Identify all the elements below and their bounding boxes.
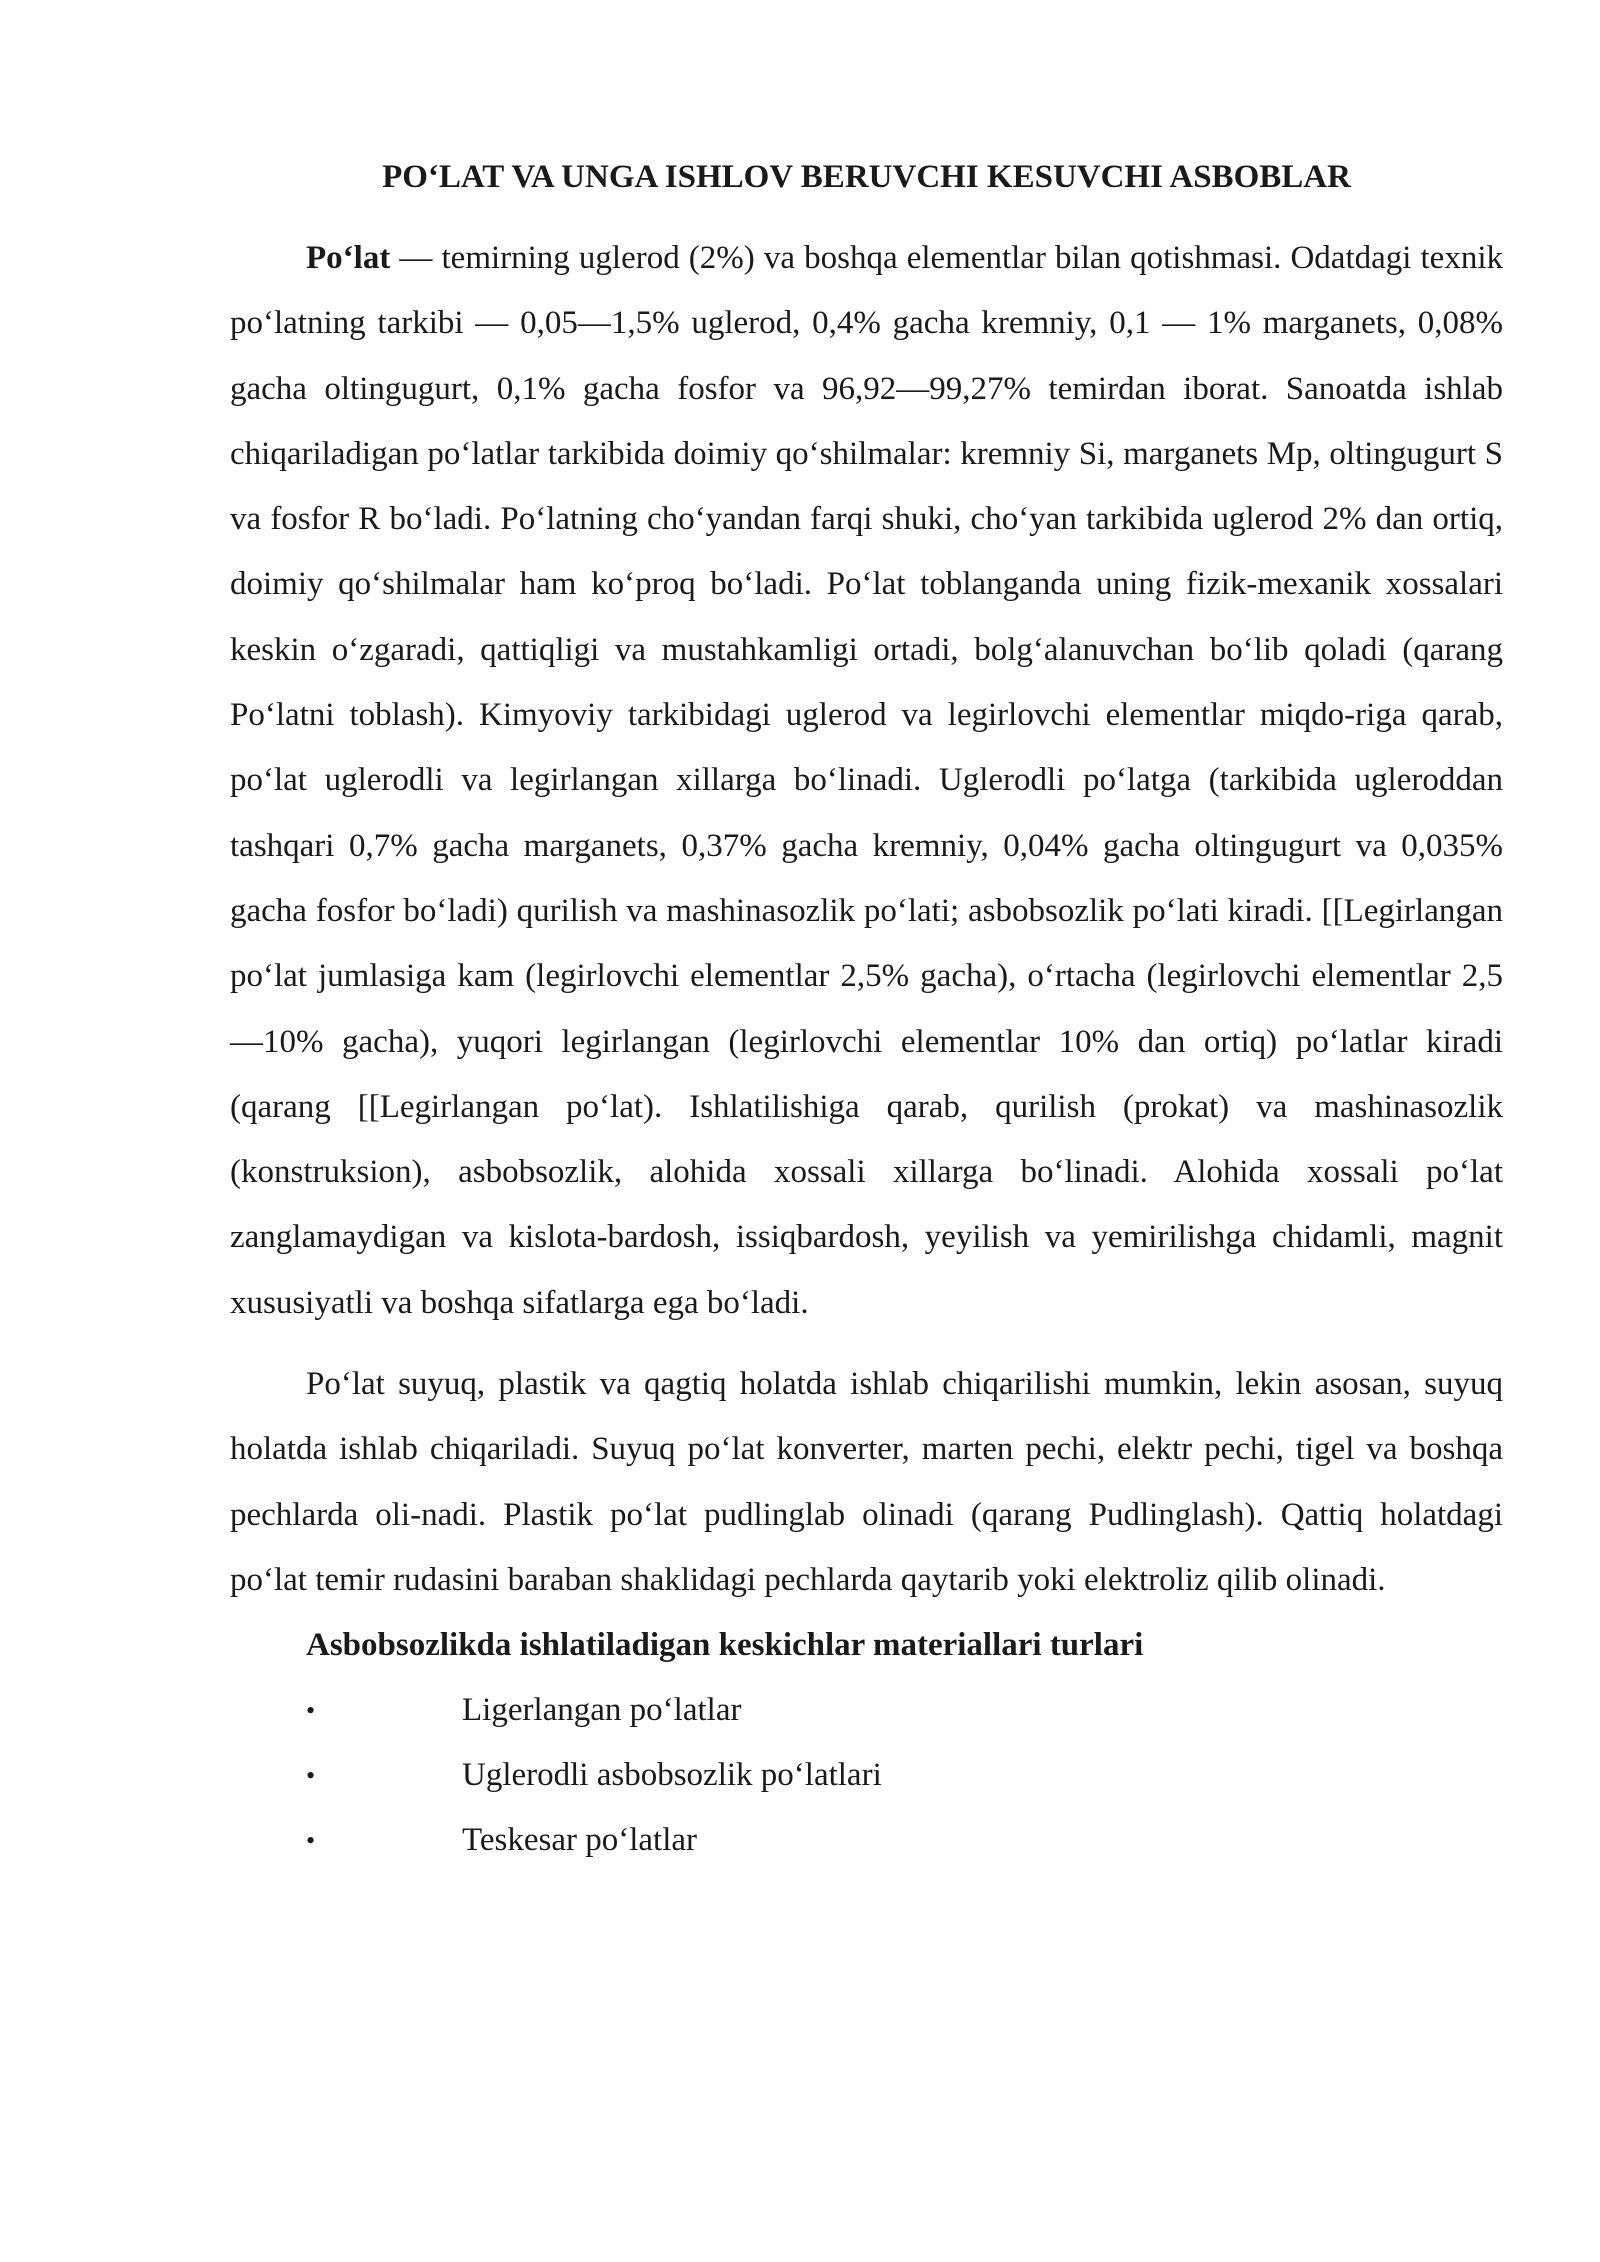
list-item-text: Uglerodli asbobsozlik po‘latlari	[462, 1757, 882, 1794]
list-item	[230, 1743, 1503, 1808]
bullet-icon: •	[306, 1826, 316, 1856]
paragraph-definition	[230, 226, 1503, 1336]
list-item-text: Ligerlangan po‘latlar	[462, 1692, 742, 1729]
document-page	[230, 150, 1503, 1873]
lead-term: Po‘lat	[306, 240, 391, 276]
bullet-icon: •	[306, 1761, 316, 1791]
list-item	[230, 1808, 1503, 1873]
list-item	[230, 1678, 1503, 1743]
bullet-icon: •	[306, 1696, 316, 1726]
section-subheading: Asbobsozlikda ishlatiladigan keskichlar materiallari turlari	[306, 1627, 1144, 1664]
document-title: PO‘LAT VA UNGA ISHLOV BERUVCHI KESUVCHI ASBOBLAR	[382, 159, 1351, 195]
paragraph-production: Po‘lat suyuq, plastik va qagtiq holatda ishlab chiqarilishi mumkin, lekin asosan, suyuq holatda ishlab chiqariladi. Suyuq po‘lat konverter, marten pechi, elektr pechi, tigel va boshqa pechlarda oli-nadi. Plastik po‘lat pudlinglab olinadi (qarang Pudlinglash). Qattiq holatdagi po‘lat temir rudasini baraban shaklidagi pechlarda qaytarib yoki elektroliz qilib olinadi.	[230, 1366, 1503, 1598]
list-item-text: Teskesar po‘latlar	[462, 1822, 697, 1859]
materials-list	[230, 1678, 1503, 1873]
paragraph-definition-text: — temirning uglerod (2%) va boshqa elementlar bilan qotishmasi. Odatdagi texnik po‘latning tarkibi — 0,05—1,5% uglerod, 0,4% gacha kremniy, 0,1 — 1% marganets, 0,08% gacha oltingugurt, 0,1% gacha fosfor va 96,92—99,27% temirdan iborat. Sanoatda ishlab chiqariladigan po‘latlar tarkibida doimiy qo‘shilmalar: kremniy Si, marganets Mp, oltingugurt S va fosfor R bo‘ladi. Po‘latning cho‘yandan farqi shuki, cho‘yan tarkibida uglerod 2% dan ortiq, doimiy qo‘shilmalar ham ko‘proq bo‘ladi. Po‘lat toblanganda uning fizik-mexanik xossalari keskin o‘zgaradi, qattiqligi va mustahkamligi ortadi, bolg‘alanuvchan bo‘lib qoladi (qarang Po‘latni toblash). Kimyoviy tarkibidagi uglerod va legirlovchi elementlar miqdo-riga qarab, po‘lat uglerodli va legirlangan xillarga bo‘linadi. Uglerodli po‘latga (tarkibida ugleroddan tashqari 0,7% gacha marganets, 0,37% gacha kremniy, 0,04% gacha oltingugurt va 0,035% gacha fosfor bo‘ladi) qurilish va mashinasozlik po‘lati; asbobsozlik po‘lati kiradi. [[Legirlangan po‘lat jumlasiga kam (legirlovchi elementlar 2,5% gacha), o‘rtacha (legirlovchi elementlar 2,5—10% gacha), yuqori legirlangan (legirlovchi elementlar 10% dan ortiq) po‘latlar kiradi (qarang [[Legirlangan po‘lat). Ishlatilishiga qarab, qurilish (prokat) va mashinasozlik (konstruksion), asbobsozlik, alohida xossali xillarga bo‘linadi. Alohida xossali po‘lat zanglamaydigan va kislota-bardosh, issiqbardosh, yeyilish va yemirilishga chidamli, magnit xususiyatli va boshqa sifatlarga ega bo‘ladi.	[230, 240, 1503, 1321]
